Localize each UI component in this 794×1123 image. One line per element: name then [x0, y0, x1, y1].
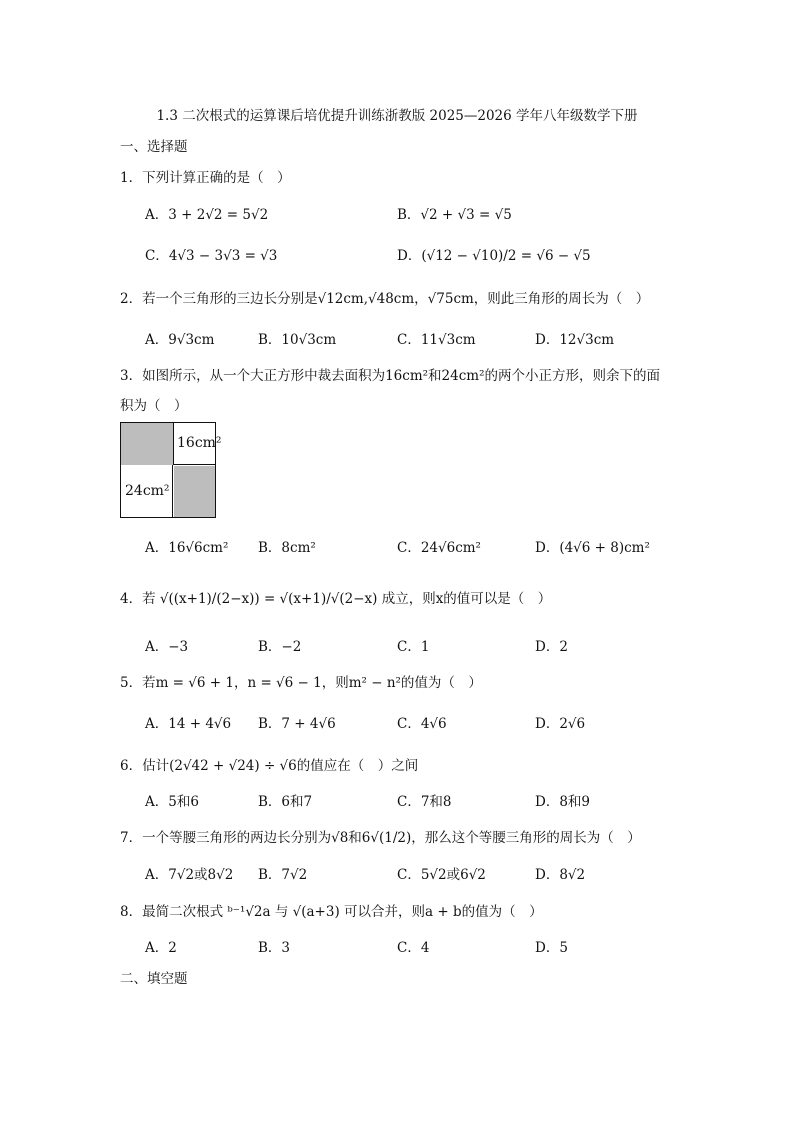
option-d: D．(√12 − √10)/2 = √6 − √5: [397, 248, 591, 264]
square-figure: [120, 422, 222, 518]
question-4-options: [0, 635, 794, 655]
option-c: C．4: [397, 940, 430, 956]
option-a: A．−3: [145, 639, 189, 655]
option-d: D．2√6: [535, 716, 586, 732]
option-b: B．−2: [258, 639, 302, 655]
option-a: A．16√6cm²: [145, 540, 229, 556]
option-b: B．3: [258, 940, 291, 956]
figure-label-16: 16cm²: [177, 435, 222, 451]
question-3-options: [0, 536, 794, 556]
question-6-stem: 6．估计(2√42 + √24) ÷ √6的值应在（ ）之间: [120, 758, 419, 774]
option-a: A．5和6: [145, 794, 199, 810]
option-c: C．1: [397, 639, 430, 655]
option-c: C．4√6: [397, 716, 447, 732]
question-8-stem: 8．最简二次根式 ᵇ⁻¹√2a 与 √(a+3) 可以合并，则a + b的值为（ ）: [120, 904, 543, 920]
option-b: B．7 + 4√6: [258, 716, 336, 732]
removed-square-top-left: [121, 423, 173, 465]
question-8-options: [0, 936, 794, 956]
option-a: A．14 + 4√6: [145, 716, 232, 732]
option-a: A．7√2或8√2: [145, 867, 234, 883]
option-a: A．9√3cm: [145, 332, 215, 348]
question-3-stem-line2: 积为（ ）: [120, 398, 188, 414]
option-d: D．(4√6 + 8)cm²: [535, 540, 650, 556]
question-1-stem: 1．下列计算正确的是（ ）: [120, 170, 291, 186]
question-6-options: [0, 790, 794, 810]
question-7-stem: 7．一个等腰三角形的两边长分别为√8和6√(1/2)，那么这个等腰三角形的周长为（ ）: [120, 830, 641, 846]
option-b: B．6和7: [258, 794, 313, 810]
option-c: C．4√3 − 3√3 = √3: [145, 248, 278, 264]
small-square-24: [121, 465, 173, 517]
question-4-stem: 4．若 √((x+1)/(2−x)) = √(x+1)/√(2−x) 成立，则x的值可以是（ ）: [120, 591, 552, 607]
question-1-options-2: [0, 244, 794, 264]
option-d: D．12√3cm: [535, 332, 615, 348]
option-a: A．3 + 2√2 = 5√2: [145, 207, 269, 223]
question-2-stem: 2．若一个三角形的三边长分别是√12cm,√48cm，√75cm，则此三角形的周长为（ ）: [120, 291, 650, 307]
small-square-16: [173, 423, 222, 465]
option-b: B．7√2: [258, 867, 308, 883]
option-c: C．24√6cm²: [397, 540, 481, 556]
figure-label-24: 24cm²: [125, 483, 170, 499]
question-7-options: [0, 863, 794, 883]
option-c: C．7和8: [397, 794, 452, 810]
page-title: 1.3 二次根式的运算课后培优提升训练浙教版 2025—2026 学年八年级数学下册: [156, 108, 638, 124]
option-c: C．11√3cm: [397, 332, 476, 348]
option-c: C．5√2或6√2: [397, 867, 486, 883]
removed-square-bottom-right: [174, 466, 215, 517]
question-1-options: [0, 203, 794, 223]
option-b: B．10√3cm: [258, 332, 337, 348]
question-2-options: [0, 328, 794, 348]
section-heading-fill: 二、填空题: [120, 971, 188, 987]
option-b: B．8cm²: [258, 540, 316, 556]
section-heading-choice: 一、选择题: [120, 139, 188, 155]
question-3-stem-line1: 3．如图所示，从一个大正方形中裁去面积为16cm²和24cm²的两个小正方形，则余下的面: [120, 368, 660, 384]
option-a: A．2: [145, 940, 177, 956]
question-5-stem: 5．若m = √6 + 1，n = √6 − 1，则m² − n²的值为（ ）: [120, 675, 482, 691]
option-d: D．2: [535, 639, 568, 655]
question-5-options: [0, 712, 794, 732]
option-d: D．8和9: [535, 794, 591, 810]
option-b: B．√2 + √3 = √5: [397, 207, 512, 223]
option-d: D．5: [535, 940, 568, 956]
option-d: D．8√2: [535, 867, 586, 883]
